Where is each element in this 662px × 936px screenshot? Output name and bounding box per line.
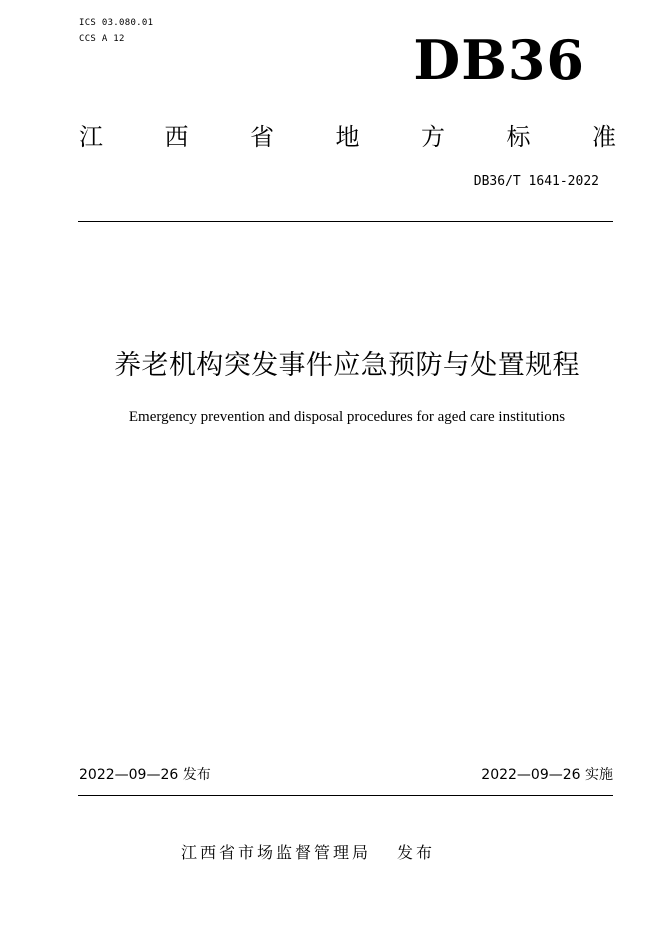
publisher [181,842,435,864]
publisher-action: 发布 [397,843,436,862]
standard-type-char: 方 [421,123,445,151]
ics-code: ICS 03.080.01 [79,18,154,28]
standard-number: DB36/T 1641-2022 [473,174,599,189]
standard-type [79,122,616,152]
standard-type-char: 江 [79,123,103,151]
standard-type-char: 省 [250,123,274,151]
title-chinese: 养老机构突发事件应急预防与处置规程 [114,350,580,381]
standard-type-char: 西 [164,123,189,151]
standard-type-char: 地 [335,123,360,151]
implementation-date: 2022—09—26 实施 [481,767,613,783]
standard-type-char: 准 [592,123,616,151]
footer-divider [78,795,613,796]
publisher-name: 江西省市场监督管理局 [181,843,372,862]
issue-date: 2022—09—26 发布 [79,767,211,783]
standard-type-char: 标 [506,123,531,151]
title-english: Emergency prevention and disposal procedures for aged care institutions [128,409,566,425]
ccs-code: CCS A 12 [79,34,125,44]
header-divider [78,221,613,222]
standard-code: DB36 [413,28,585,92]
